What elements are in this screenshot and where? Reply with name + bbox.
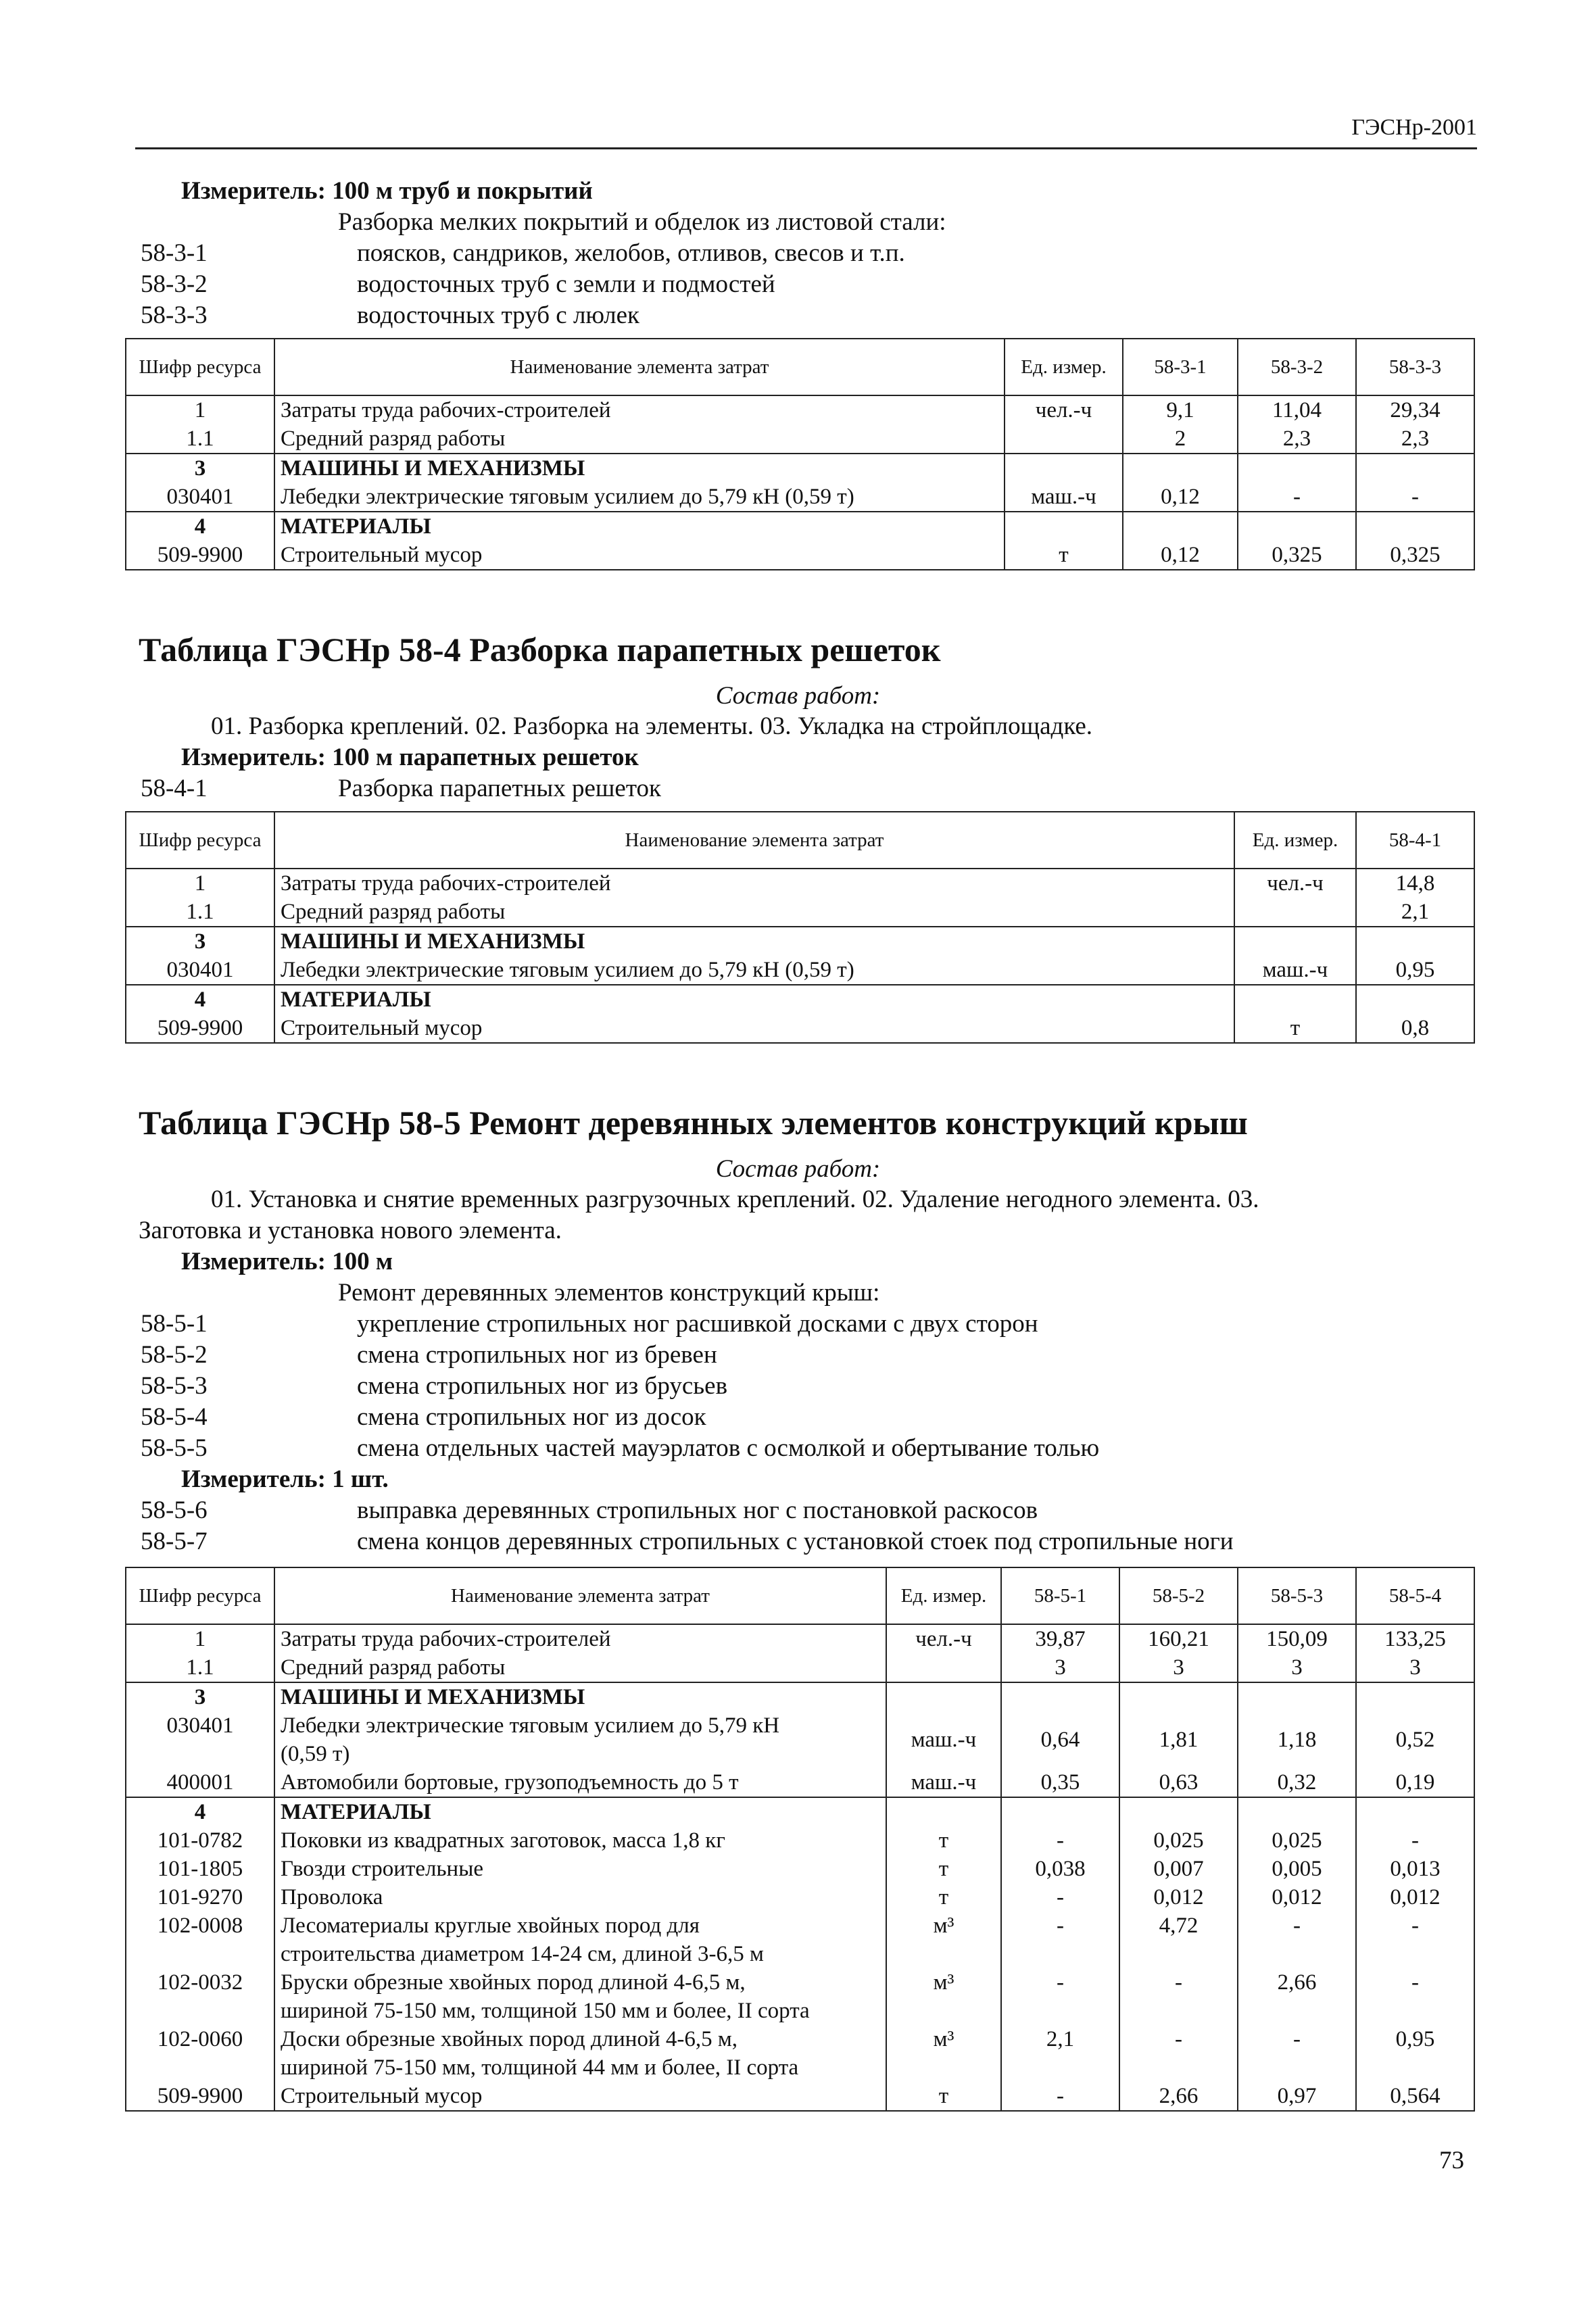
table-row	[126, 1855, 1474, 1883]
table-cell: 0,32	[1238, 1768, 1356, 1797]
sostav-text: 01. Разборка креплений. 02. Разборка на элементы. 03. Укладка на стройплощадке.	[211, 712, 1093, 740]
resource-table-58-3	[125, 338, 1475, 570]
sostav-text: 01. Установка и снятие временных разгрузочных креплений. 02. Удаление негодного элемента. 03.	[211, 1186, 1259, 1213]
page-number: 73	[1439, 2147, 1464, 2174]
col-header: 58-4-1	[1356, 812, 1474, 869]
table-cell: 030401	[126, 956, 274, 985]
table-cell: 3	[1119, 1653, 1238, 1682]
resource-table-58-5	[125, 1567, 1475, 2112]
table-cell: 0,95	[1356, 956, 1474, 985]
cell-text-line: шириной 75-150 мм, толщиной 150 мм и более, II сорта	[281, 1999, 810, 2023]
table-cell: т	[886, 1855, 1001, 1883]
table-cell: МАТЕРИАЛЫ	[274, 1797, 886, 1826]
table-cell: 2,1	[1356, 898, 1474, 927]
table-cell: 0,325	[1238, 541, 1356, 570]
table-cell: 0,52	[1356, 1711, 1474, 1768]
item-code: 58-3-2	[141, 270, 208, 298]
item-text: водосточных труб с люлек	[357, 301, 640, 329]
table-row	[126, 869, 1474, 898]
item-code: 58-5-6	[141, 1496, 208, 1524]
sostav-text: Заготовка и установка нового элемента.	[139, 1217, 562, 1244]
table-cell: 3	[1001, 1653, 1119, 1682]
item-code: 58-5-7	[141, 1528, 208, 1555]
table-row	[126, 395, 1474, 424]
table-cell: т	[1005, 541, 1123, 570]
table-cell	[1005, 424, 1123, 454]
table-cell: 3	[126, 1682, 274, 1711]
col-header: Наименование элемента затрат	[274, 339, 1005, 395]
table-cell: 400001	[126, 1768, 274, 1797]
table-cell: 4	[126, 512, 274, 541]
table-cell: 3	[126, 927, 274, 956]
table-row	[126, 541, 1474, 570]
table-header-row	[126, 1567, 1474, 1624]
table-cell: 509-9900	[126, 541, 274, 570]
table-cell: 0,012	[1119, 1883, 1238, 1911]
table-cell: 0,012	[1238, 1883, 1356, 1911]
item-text: смена стропильных ног из досок	[357, 1403, 706, 1431]
table-cell: 4	[126, 985, 274, 1014]
table-cell: 2,1	[1001, 2025, 1119, 2082]
table-cell: маш.-ч	[886, 1711, 1001, 1768]
table-cell: Средний разряд работы	[274, 1653, 886, 1682]
table-cell: Лебедки электрические тяговым усилием до 5,79 кН (0,59 т)	[274, 483, 1005, 512]
col-header: Ед. измер.	[1234, 812, 1356, 869]
table-cell: м³	[886, 1968, 1001, 2025]
table-cell	[1356, 512, 1474, 541]
table-row	[126, 1624, 1474, 1653]
item-code: 58-5-2	[141, 1341, 208, 1369]
table-cell: т	[886, 2082, 1001, 2111]
cell-text-line: (0,59 т)	[281, 1742, 350, 1766]
sostav-label: Состав работ:	[715, 1155, 881, 1183]
table-cell: 0,564	[1356, 2082, 1474, 2111]
table-cell: чел.-ч	[1234, 869, 1356, 898]
table-cell: маш.-ч	[1234, 956, 1356, 985]
table-cell	[1238, 1797, 1356, 1826]
col-header: 58-5-3	[1238, 1567, 1356, 1624]
item-code: 58-5-5	[141, 1434, 208, 1462]
table-row	[126, 1682, 1474, 1711]
table-row	[126, 454, 1474, 483]
table-cell: маш.-ч	[886, 1768, 1001, 1797]
table-row	[126, 985, 1474, 1014]
col-header: Шифр ресурса	[126, 339, 274, 395]
meter-label: Измеритель: 100 м труб и покрытий	[181, 177, 593, 205]
table-cell: 29,34	[1356, 395, 1474, 424]
table-row	[126, 1797, 1474, 1826]
table-row	[126, 1768, 1474, 1797]
table-cell: 0,64	[1001, 1711, 1119, 1768]
item-text: смена стропильных ног из брусьев	[357, 1372, 728, 1400]
table-cell: 1	[126, 395, 274, 424]
table-cell: 0,325	[1356, 541, 1474, 570]
table-cell: -	[1238, 1911, 1356, 1968]
table-cell: -	[1238, 2025, 1356, 2082]
table-cell	[1123, 512, 1238, 541]
table-cell: маш.-ч	[1005, 483, 1123, 512]
table-cell: 102-0008	[126, 1911, 274, 1968]
table-cell: т	[886, 1883, 1001, 1911]
table-header-row	[126, 339, 1474, 395]
table-cell: 0,013	[1356, 1855, 1474, 1883]
table-row	[126, 1711, 1474, 1768]
table-cell: Проволока	[274, 1883, 886, 1911]
table-cell: -	[1001, 1911, 1119, 1968]
table-cell	[1356, 454, 1474, 483]
table-cell: Автомобили бортовые, грузоподъемность до 5 т	[274, 1768, 886, 1797]
col-header: Шифр ресурса	[126, 1567, 274, 1624]
table-cell: чел.-ч	[1005, 395, 1123, 424]
col-header: 58-3-2	[1238, 339, 1356, 395]
table-cell	[1005, 512, 1123, 541]
table-cell: 0,005	[1238, 1855, 1356, 1883]
table-row	[126, 1653, 1474, 1682]
table-cell: МАШИНЫ И МЕХАНИЗМЫ	[274, 1682, 886, 1711]
table-cell: 2,3	[1238, 424, 1356, 454]
table-cell: 0,025	[1119, 1826, 1238, 1855]
table-cell: 39,87	[1001, 1624, 1119, 1653]
table-cell: 0,95	[1356, 2025, 1474, 2082]
cell-text-line: строительства диаметром 14-24 см, длиной 3-6,5 м	[281, 1942, 764, 1966]
table-cell: -	[1119, 1968, 1238, 2025]
table-cell: Лебедки электрические тяговым усилием до 5,79 кН (0,59 т)	[274, 956, 1234, 985]
table-cell: 9,1	[1123, 395, 1238, 424]
table-cell	[1119, 1797, 1238, 1826]
item-text: смена отдельных частей мауэрлатов с осмолкой и обертывание толью	[357, 1434, 1100, 1462]
table-cell	[274, 1968, 886, 2025]
intro-text: Разборка мелких покрытий и обделок из листовой стали:	[338, 208, 946, 236]
table-cell: 0,35	[1001, 1768, 1119, 1797]
table-row	[126, 1826, 1474, 1855]
table-row	[126, 927, 1474, 956]
table-cell	[1356, 927, 1474, 956]
table-cell: 3	[126, 454, 274, 483]
meter-label: Измеритель: 1 шт.	[181, 1465, 389, 1493]
table-cell: 101-1805	[126, 1855, 274, 1883]
table-cell: -	[1119, 2025, 1238, 2082]
table-cell: чел.-ч	[886, 1624, 1001, 1653]
cell-text-line: шириной 75-150 мм, толщиной 44 мм и более, II сорта	[281, 2055, 799, 2080]
table-cell: 11,04	[1238, 395, 1356, 424]
item-code: 58-5-3	[141, 1372, 208, 1400]
cell-text-line: Бруски обрезные хвойных пород длиной 4-6,5 м,	[281, 1970, 746, 1995]
table-cell: Гвозди строительные	[274, 1855, 886, 1883]
table-cell: Затраты труда рабочих-строителей	[274, 869, 1234, 898]
item-text: смена стропильных ног из бревен	[357, 1341, 717, 1369]
table-cell	[886, 1653, 1001, 1682]
table-cell: 0,63	[1119, 1768, 1238, 1797]
cell-text-line: Лесоматериалы круглые хвойных пород для	[281, 1914, 700, 1938]
table-cell: Затраты труда рабочих-строителей	[274, 395, 1005, 424]
item-text: поясков, сандриков, желобов, отливов, свесов и т.п.	[357, 239, 905, 267]
item-text: выправка деревянных стропильных ног с постановкой раскосов	[357, 1496, 1038, 1524]
cell-text-line: Лебедки электрические тяговым усилием до 5,79 кН	[281, 1713, 780, 1738]
table-cell: 0,19	[1356, 1768, 1474, 1797]
table-cell	[1001, 1682, 1119, 1711]
table-cell: -	[1238, 483, 1356, 512]
table-cell: 030401	[126, 483, 274, 512]
table-cell: 1	[126, 869, 274, 898]
table-cell: т	[1234, 1014, 1356, 1043]
table-row	[126, 1014, 1474, 1043]
table-cell	[1001, 1797, 1119, 1826]
table-header-row	[126, 812, 1474, 869]
table-cell: -	[1356, 1968, 1474, 2025]
cell-text-line: Доски обрезные хвойных пород длиной 4-6,5 м,	[281, 2027, 737, 2051]
table-cell: 0,007	[1119, 1855, 1238, 1883]
table-cell: т	[886, 1826, 1001, 1855]
col-header: 58-3-3	[1356, 339, 1474, 395]
table-cell: Строительный мусор	[274, 541, 1005, 570]
col-header: Ед. измер.	[886, 1567, 1001, 1624]
table-cell: 0,12	[1123, 541, 1238, 570]
item-code: 58-5-1	[141, 1310, 208, 1338]
table-cell: 0,97	[1238, 2082, 1356, 2111]
table-cell: 1	[126, 1624, 274, 1653]
table-cell: 133,25	[1356, 1624, 1474, 1653]
table-row	[126, 898, 1474, 927]
table-cell: 160,21	[1119, 1624, 1238, 1653]
col-header: Ед. измер.	[1005, 339, 1123, 395]
table-row	[126, 512, 1474, 541]
meter-label: Измеритель: 100 м парапетных решеток	[181, 744, 639, 771]
table-cell: МАШИНЫ И МЕХАНИЗМЫ	[274, 927, 1234, 956]
table-cell: м³	[886, 1911, 1001, 1968]
item-text: Разборка парапетных решеток	[338, 775, 661, 802]
table-cell	[274, 1911, 886, 1968]
table-cell: 102-0060	[126, 2025, 274, 2082]
table-cell: Поковки из квадратных заготовок, масса 1,8 кг	[274, 1826, 886, 1855]
table-cell: 2,66	[1119, 2082, 1238, 2111]
doc-code: ГЭСНр-2001	[1351, 115, 1477, 140]
table-cell: 4	[126, 1797, 274, 1826]
table-cell: Строительный мусор	[274, 1014, 1234, 1043]
table-cell: 2	[1123, 424, 1238, 454]
table-cell: Строительный мусор	[274, 2082, 886, 2111]
resource-table-58-4	[125, 811, 1475, 1044]
page-header	[135, 115, 1477, 149]
table-row	[126, 1911, 1474, 1968]
table-cell: 0,8	[1356, 1014, 1474, 1043]
table-row	[126, 2025, 1474, 2082]
table-cell: 3	[1238, 1653, 1356, 1682]
section-title: Таблица ГЭСНр 58-4 Разборка парапетных решеток	[139, 631, 941, 668]
table-cell: 101-0782	[126, 1826, 274, 1855]
col-header: Шифр ресурса	[126, 812, 274, 869]
table-cell	[1356, 1797, 1474, 1826]
table-cell: МАШИНЫ И МЕХАНИЗМЫ	[274, 454, 1005, 483]
table-cell: 0,025	[1238, 1826, 1356, 1855]
table-cell	[886, 1797, 1001, 1826]
table-cell	[1234, 927, 1356, 956]
table-cell: -	[1356, 1911, 1474, 1968]
table-cell: 102-0032	[126, 1968, 274, 2025]
table-cell: 1.1	[126, 898, 274, 927]
table-cell: -	[1356, 1826, 1474, 1855]
table-cell: 1,81	[1119, 1711, 1238, 1768]
item-code: 58-4-1	[141, 775, 208, 802]
col-header: 58-5-2	[1119, 1567, 1238, 1624]
table-cell: 1.1	[126, 1653, 274, 1682]
col-header: 58-3-1	[1123, 339, 1238, 395]
table-cell: МАТЕРИАЛЫ	[274, 985, 1234, 1014]
table-cell: 0,038	[1001, 1855, 1119, 1883]
table-cell	[274, 2025, 886, 2082]
table-cell	[1238, 1682, 1356, 1711]
item-code: 58-5-4	[141, 1403, 208, 1431]
table-row	[126, 1968, 1474, 2025]
table-cell: 0,012	[1356, 1883, 1474, 1911]
table-row	[126, 1883, 1474, 1911]
table-cell: 1.1	[126, 424, 274, 454]
table-cell: 0,12	[1123, 483, 1238, 512]
table-row	[126, 424, 1474, 454]
item-code: 58-3-3	[141, 301, 208, 329]
item-text: смена концов деревянных стропильных с установкой стоек под стропильные ноги	[357, 1528, 1234, 1555]
table-cell	[1356, 1682, 1474, 1711]
table-cell: 509-9900	[126, 1014, 274, 1043]
table-cell: 4,72	[1119, 1911, 1238, 1968]
table-cell	[1238, 454, 1356, 483]
table-cell: 14,8	[1356, 869, 1474, 898]
table-cell	[1119, 1682, 1238, 1711]
table-cell: 509-9900	[126, 2082, 274, 2111]
table-cell: -	[1356, 483, 1474, 512]
table-cell: -	[1001, 1968, 1119, 2025]
table-cell	[1238, 512, 1356, 541]
col-header: Наименование элемента затрат	[274, 1567, 886, 1624]
item-text: водосточных труб с земли и подмостей	[357, 270, 775, 298]
meter-label: Измеритель: 100 м	[181, 1248, 393, 1275]
item-text: укрепление стропильных ног расшивкой досками с двух сторон	[357, 1310, 1038, 1338]
table-cell: м³	[886, 2025, 1001, 2082]
table-cell: МАТЕРИАЛЫ	[274, 512, 1005, 541]
table-cell	[1123, 454, 1238, 483]
table-cell: -	[1001, 1883, 1119, 1911]
section-title: Таблица ГЭСНр 58-5 Ремонт деревянных элементов конструкций крыш	[139, 1104, 1248, 1142]
table-cell: -	[1001, 1826, 1119, 1855]
table-cell	[1005, 454, 1123, 483]
intro-text: Ремонт деревянных элементов конструкций крыш:	[338, 1279, 880, 1307]
table-cell: 1,18	[1238, 1711, 1356, 1768]
col-header: 58-5-4	[1356, 1567, 1474, 1624]
table-cell	[1356, 985, 1474, 1014]
table-cell	[886, 1682, 1001, 1711]
table-cell: 2,3	[1356, 424, 1474, 454]
col-header: 58-5-1	[1001, 1567, 1119, 1624]
table-cell: 101-9270	[126, 1883, 274, 1911]
table-cell: Средний разряд работы	[274, 898, 1234, 927]
table-cell	[1234, 898, 1356, 927]
item-code: 58-3-1	[141, 239, 208, 267]
sostav-label: Состав работ:	[715, 682, 881, 710]
table-cell: Средний разряд работы	[274, 424, 1005, 454]
table-cell	[274, 1711, 886, 1768]
table-row	[126, 2082, 1474, 2111]
table-row	[126, 483, 1474, 512]
table-cell: 3	[1356, 1653, 1474, 1682]
table-cell: Затраты труда рабочих-строителей	[274, 1624, 886, 1653]
table-row	[126, 956, 1474, 985]
table-cell: -	[1001, 2082, 1119, 2111]
col-header: Наименование элемента затрат	[274, 812, 1234, 869]
table-cell	[1234, 985, 1356, 1014]
table-cell: 150,09	[1238, 1624, 1356, 1653]
table-cell: 030401	[126, 1711, 274, 1768]
table-cell: 2,66	[1238, 1968, 1356, 2025]
